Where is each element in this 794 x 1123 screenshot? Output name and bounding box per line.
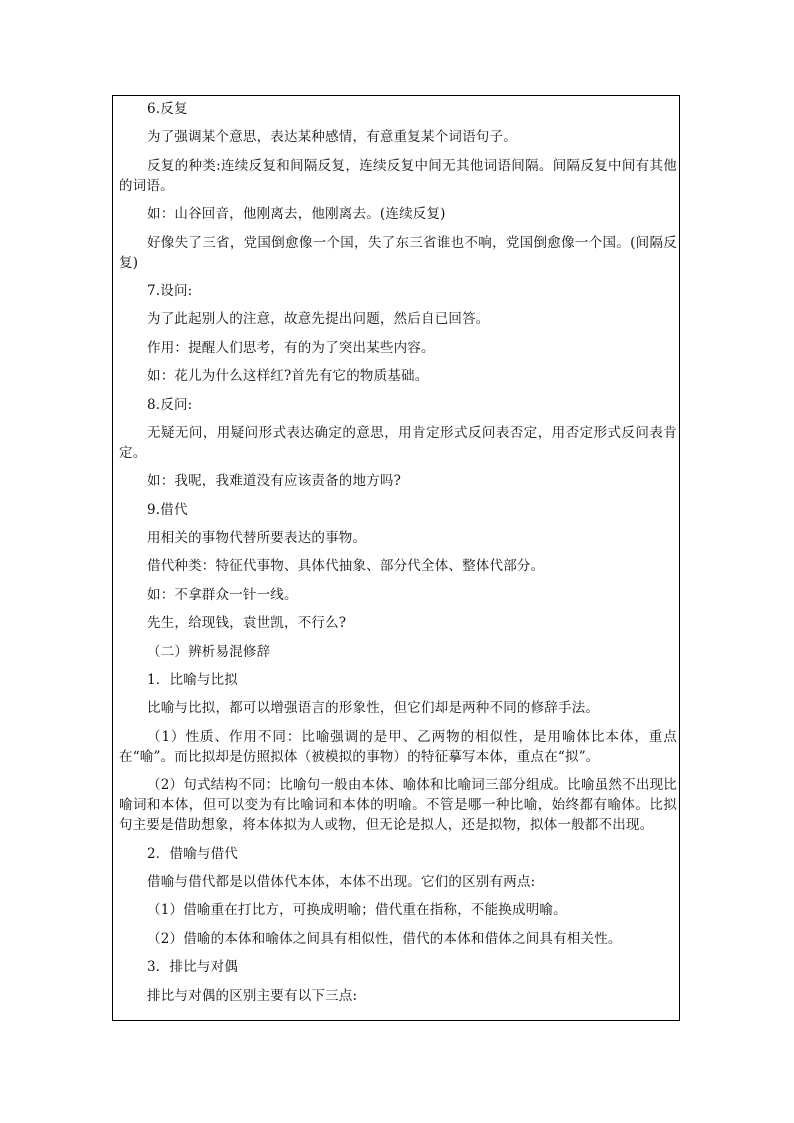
paragraph: （1）借喻重在打比方，可换成明喻；借代重在指称，不能换成明喻。: [147, 902, 567, 919]
paragraph: 排比与对偶的区别主要有以下三点:: [147, 987, 358, 1004]
paragraph: 反复的种类:连续反复和间隔反复，连续反复中间无其他词语间隔。间隔反复中间有其他的词语。: [119, 157, 677, 194]
paragraph: 作用：提醒人们思考，有的为了突出某些内容。: [147, 339, 435, 356]
heading-fanwen: 8.反问:: [147, 396, 193, 413]
paragraph: （2）句式结构不同：比喻句一般由本体、喻体和比喻词三部分组成。比喻虽然不出现比喻词和本体，但可以变为有比喻词和本体的明喻。不管是哪一种比喻，始终都有喻体。比拟句主要是借助想象，将本体拟为人或物，但无论是拟人，还是拟物，拟体一般都不出现。: [119, 777, 677, 834]
example: 如：我呢，我难道没有应该责备的地方吗?: [147, 473, 402, 490]
paragraph: 借喻与借代都是以借体代本体，本体不出现。它们的区别有两点:: [147, 873, 536, 890]
subheading-paibi-duiou: 3．排比与对偶: [147, 959, 238, 976]
example: 如：不拿群众一针一线。: [147, 586, 298, 603]
heading-jiedai: 9.借代: [147, 501, 188, 518]
subheading-jieyu-jiedai: 2．借喻与借代: [147, 845, 238, 862]
heading-fanfu: 6.反复: [147, 101, 188, 117]
subheading-biyu-binni: 1．比喻与比拟: [147, 672, 238, 689]
paragraph: 无疑无问，用疑问形式表达确定的意思，用肯定形式反问表否定，用否定形式反问表肯定。: [119, 424, 677, 461]
paragraph: （2）借喻的本体和喻体之间具有相似性，借代的本体和借体之间具有相关性。: [147, 930, 622, 947]
example: 先生，给现钱，袁世凯，不行么?: [147, 615, 347, 632]
document-body: [119, 99, 677, 1014]
paragraph: 为了此起别人的注意，故意先提出问题，然后自已回答。: [147, 311, 490, 328]
example: 如：花儿为什么这样红?首先有它的物质基础。: [147, 368, 429, 385]
section-heading: （二）辨析易混修辞: [147, 643, 271, 660]
paragraph: 比喻与比拟，都可以增强语言的形象性，但它们却是两种不同的修辞手法。: [147, 700, 600, 717]
paragraph: 为了强调某个意思，表达某种感情，有意重复某个词语句子。: [147, 129, 517, 146]
paragraph: 借代种类：特征代事物、具体代抽象、部分代全体、整体代部分。: [147, 558, 545, 575]
example: 好像失了三省，党国倒愈像一个国，失了东三省谁也不响，党国倒愈像一个国。(间隔反复): [119, 234, 677, 271]
paragraph: 用相关的事物代替所要表达的事物。: [147, 530, 367, 547]
example: 如：山谷回音，他刚离去，他刚离去。(连续反复): [147, 206, 446, 223]
heading-shewen: 7.设问:: [147, 282, 193, 299]
paragraph: （1）性质、作用不同：比喻强调的是甲、乙两物的相似性，是用喻体比本体，重点在“喻”。而比拟却是仿照拟体（被模拟的事物）的特征摹写本体，重点在“拟”。: [119, 728, 677, 765]
